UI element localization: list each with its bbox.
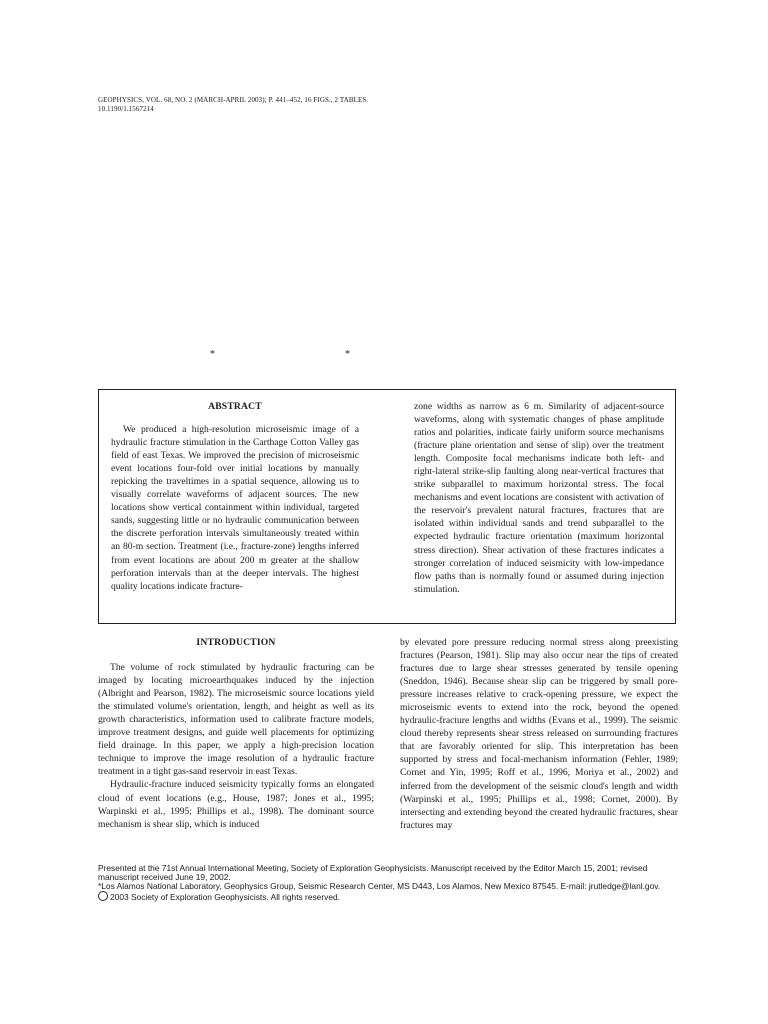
citation-line: GEOPHYSICS, VOL. 68, NO. 2 (MARCH-APRIL 2003); P. 441–452, 16 FIGS., 2 TABLES.	[98, 96, 369, 104]
copyright-icon	[98, 891, 108, 901]
footnote-copyright: 2003 Society of Exploration Geophysicists. All rights reserved.	[110, 892, 340, 902]
footnotes	[98, 864, 678, 902]
introduction-heading: INTRODUCTION	[196, 637, 276, 648]
journal-header	[98, 96, 368, 114]
abstract-paragraph-left: We produced a high-resolution microseismic image of a hydraulic fracture stimulation in the Carthage Cotton Valley gas field of east Texas. We improved the precision of microseismic event locations four-fold over initial locations by manually repicking the traveltimes in a spatial sequence, allowing us to visually correlate waveforms of adjacent sources. The new locations show vertical containment within individual, targeted sands, suggesting little or no hydraulic communication between the discrete perforation intervals simultaneously treated within an 80-m section. Treatment (i.e., fracture-zone) lengths inferred from event locations are about 200 m greater at the shallow perforation intervals than at the deeper intervals. The highest quality locations indicate fracture-	[111, 424, 359, 592]
doi-line: 10.1190/1.1567214	[98, 105, 154, 113]
footnote-copyright-line	[98, 891, 678, 902]
intro-paragraph-2: Hydraulic-fracture induced seismicity typically forms an elongated cloud of event locations (e.g., House, 1987; Jones et al., 1995; Warpinski et al., 1995; Phillips et al., 1998). The dominant source mechanism is shear slip, which is induced	[98, 779, 374, 830]
abstract-left-column	[111, 400, 359, 593]
footnote-presented: Presented at the 71st Annual International Meeting, Society of Exploration Geophysicists. Manuscript received by the Editor March 15, 2001; revised manuscript received June 19, 2002.	[98, 863, 648, 882]
intro-left-column	[98, 636, 374, 831]
intro-paragraph-right: by elevated pore pressure reducing normal stress along preexisting fractures (Pearson, 1981). Slip may also occur near the tips of created fractures due to large shear stresses generated by tensile opening (Sneddon, 1946). Because shear slip can be triggered by small pore-pressure increases relative to crack-opening pressure, we expect the microseismic events to extend into the rock, beyond the opened hydraulic-fracture lengths and widths (Evans et al., 1999). The seismic cloud thereby represents shear stress released on surrounding fractures that are favorably oriented for slip. This interpretation has been supported by stress and focal-mechanism information (Fehler, 1989; Cornet and Yin, 1995; Roff et al., 1996, Moriya et al., 2002) and inferred from the development of the seismic cloud's length and width (Warpinski et al., 1995; Phillips et al., 1998; Cornet, 2000). By intersecting and extending beyond the created hydraulic fractures, shear fractures may	[400, 637, 678, 831]
abstract-heading: ABSTRACT	[208, 401, 262, 412]
intro-paragraph-1: The volume of rock stimulated by hydraulic fracturing can be imaged by locating microearthquakes induced by the injection (Albright and Pearson, 1982). The microseismic source locations yield the stimulated volume's orientation, length, and height as well as its growth characteristics, information used to calibrate fracture models, improve treatment designs, and guide well placements for optimizing field drainage. In this paper, we apply a high-precision location technique to improve the image resolution of a hydraulic fracture treatment in a tight gas-sand reservoir in east Texas.	[98, 662, 374, 778]
author-mark-2: *	[345, 349, 350, 360]
footnote-affiliation: *Los Alamos National Laboratory, Geophysics Group, Seismic Research Center, MS D443, Los Alamos, New Mexico 87545. E-mail: jrutledge@lanl.gov.	[98, 881, 661, 891]
abstract-right-column	[414, 400, 664, 596]
author-mark-1: *	[210, 349, 215, 360]
intro-right-column	[400, 636, 678, 832]
abstract-paragraph-right: zone widths as narrow as 6 m. Similarity of adjacent-source waveforms, along with systematic changes of phase amplitude ratios and polarities, indicate fairly uniform source mechanisms (fracture plane orientation and sense of slip) over the treatment length. Composite focal mechanisms indicate both left- and right-lateral strike-slip faulting along near-vertical fractures that strike subparallel to maximum horizontal stress. The focal mechanisms and event locations are consistent with activation of the reservoir's prevalent natural fractures, fractures that are isolated within individual sands and trend subparallel to the expected hydraulic fracture orientation (maximum horizontal stress direction). Shear activation of these fractures indicates a stronger correlation of induced seismicity with low-impedance flow paths than is normally found or assumed during injection stimulation.	[414, 401, 664, 595]
